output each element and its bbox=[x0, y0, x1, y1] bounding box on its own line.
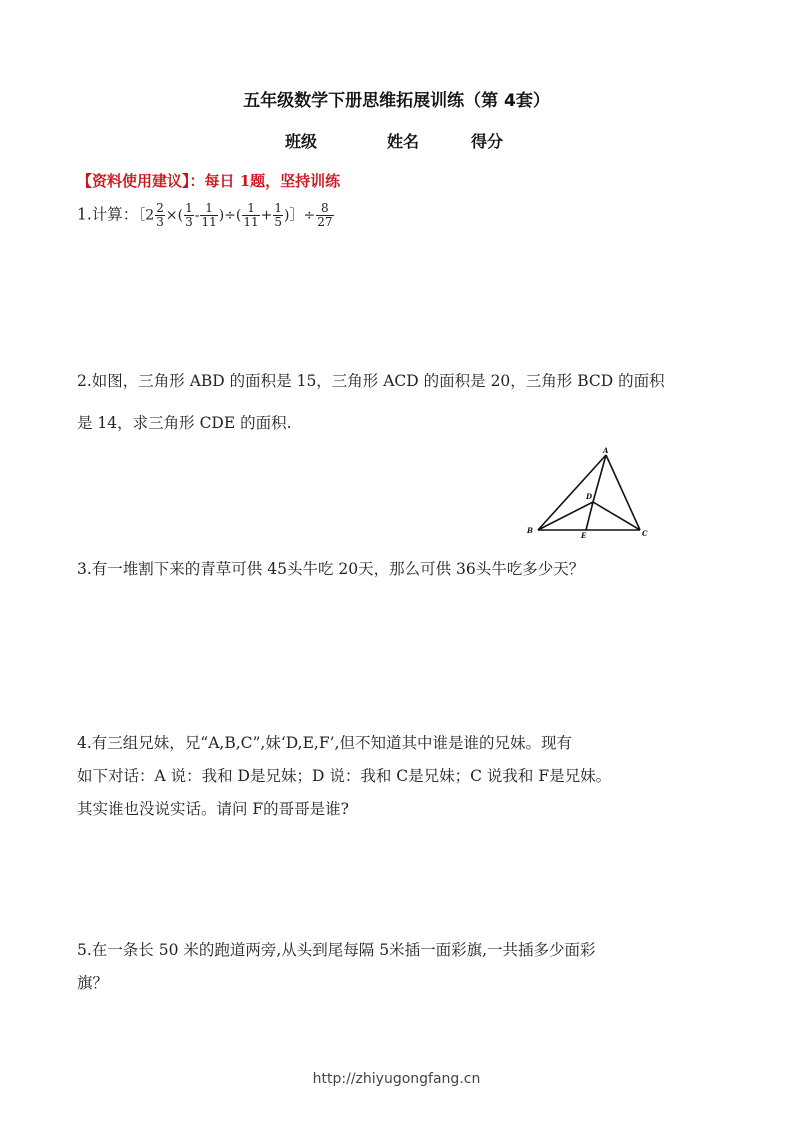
q1-times: ×( bbox=[165, 207, 184, 224]
q1-f2-den: 3 bbox=[185, 215, 193, 229]
q1-minus: - bbox=[194, 207, 200, 224]
q1-fraction-2 bbox=[184, 202, 194, 229]
question-1 bbox=[77, 202, 335, 229]
q1-f1-num: 2 bbox=[156, 201, 164, 215]
question-5-line-1: 5.在一条长 50 米的跑道两旁,从头到尾每隔 5米插一面彩旗,一共插多少面彩 bbox=[77, 941, 596, 959]
q1-fraction-6 bbox=[316, 202, 333, 229]
q1-f6-den: 27 bbox=[317, 215, 333, 229]
q1-f6-num: 8 bbox=[316, 202, 333, 216]
point-label-e: E bbox=[581, 531, 587, 540]
question-2-line-2: 是 14，求三角形 CDE 的面积. bbox=[77, 414, 292, 432]
point-label-d: D bbox=[586, 492, 593, 501]
question-3: 3.有一堆割下来的青草可供 45头牛吃 20天，那么可供 36头牛吃多少天？ bbox=[77, 560, 585, 578]
q1-f2-num: 1 bbox=[185, 201, 193, 215]
usage-advice: 【资料使用建议】：每日 1题，坚持训练 bbox=[77, 172, 341, 190]
question-2-line-1: 2.如图，三角形 ABD 的面积是 15，三角形 ACD 的面积是 20，三角形 BCD 的面积 bbox=[77, 372, 665, 390]
q1-fraction-3 bbox=[200, 202, 217, 229]
edge-ac bbox=[606, 455, 640, 530]
q1-f3-den: 11 bbox=[201, 215, 217, 229]
page-title: 五年级数学下册思维拓展训练（第 4套） bbox=[243, 91, 550, 111]
q1-fraction-5 bbox=[273, 202, 283, 229]
q1-f3-num: 1 bbox=[200, 202, 217, 216]
q1-f5-num: 1 bbox=[274, 201, 283, 215]
segment-de bbox=[586, 502, 593, 530]
score-label: 得分 bbox=[471, 132, 504, 151]
q1-f4-den: 11 bbox=[243, 215, 259, 229]
class-label: 班级 bbox=[285, 132, 318, 151]
q1-f4-num: 1 bbox=[242, 202, 259, 216]
name-label: 姓名 bbox=[387, 132, 420, 151]
q1-f5-den: 5 bbox=[274, 215, 283, 229]
vertex-label-c: C bbox=[642, 529, 648, 538]
question-4-line-3: 其实谁也没说实话。请问 F的哥哥是谁? bbox=[77, 800, 349, 818]
footer-url: http://zhiyugongfang.cn bbox=[312, 1071, 481, 1087]
question-5-line-2: 旗？ bbox=[77, 974, 109, 992]
segment-bd bbox=[538, 502, 593, 530]
vertex-label-b: B bbox=[527, 526, 533, 535]
vertex-label-a: A bbox=[603, 446, 609, 455]
q1-divide-1: )÷( bbox=[218, 207, 242, 224]
question-4-line-2: 如下对话：A 说：我和 D是兄妹；D 说：我和 C是兄妹；C 说我和 F是兄妹。 bbox=[77, 767, 612, 785]
q1-f1-den: 3 bbox=[156, 215, 164, 229]
q1-plus: + bbox=[260, 207, 273, 224]
q1-bracket-open: ［ bbox=[138, 207, 146, 224]
triangle-figure bbox=[520, 445, 655, 545]
q1-fraction-4 bbox=[242, 202, 259, 229]
q1-prefix: 1.计算： bbox=[77, 205, 139, 224]
question-4-line-1: 4.有三组兄妹，兄“A,B,C”,妹‘D,E,F’,但不知道其中谁是谁的兄妹。现有 bbox=[77, 734, 572, 752]
q1-whole: 2 bbox=[145, 207, 155, 224]
q1-fraction-1 bbox=[155, 202, 165, 229]
q1-close: )］÷ bbox=[284, 207, 316, 224]
